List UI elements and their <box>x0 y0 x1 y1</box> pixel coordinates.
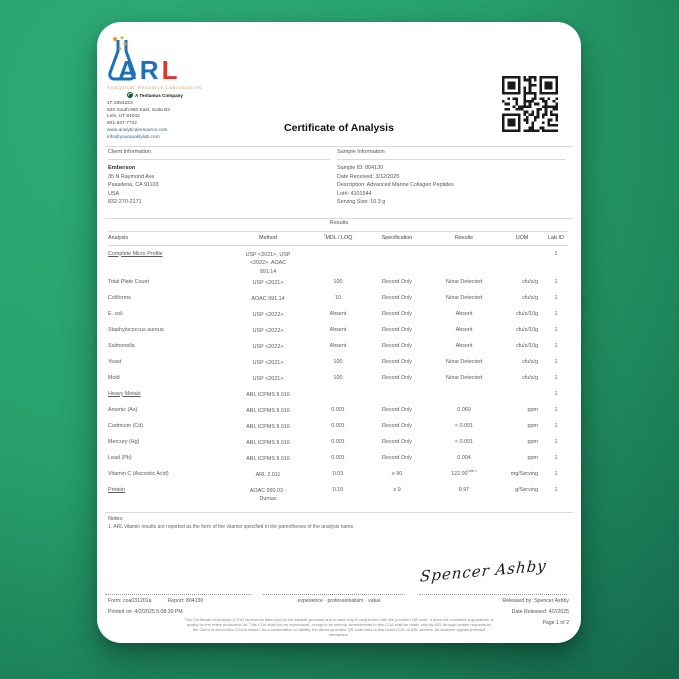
divider <box>105 218 573 219</box>
dotted-divider <box>105 594 251 595</box>
client-information-lines <box>108 164 330 207</box>
result-note-superscript: Note 1 <box>467 468 477 473</box>
brand-letter-a: A <box>118 55 140 85</box>
client-information-section <box>108 149 330 207</box>
cell-analysis: Total Plate Count <box>108 278 150 285</box>
cell-mdl-loq: Absent <box>329 310 347 317</box>
client-phone: 832-270-2171 <box>108 199 142 206</box>
cell-mdl-loq: 100 <box>333 358 343 365</box>
cell-analysis: Salmonella <box>108 342 135 349</box>
cell-lab-id: 1 <box>554 278 558 285</box>
brand-logo-text <box>118 57 180 83</box>
cell-method: USP <2022> <box>252 311 284 318</box>
table-row <box>108 356 568 372</box>
cell-mdl-loq: Absent <box>329 326 347 333</box>
cell-uom: cfu/s/g <box>522 358 538 365</box>
cell-analysis: Vitamin C (Ascorbic Acid) <box>108 470 169 477</box>
client-information-label: Client Information <box>108 149 330 160</box>
cell-specification: ≥ 90 <box>391 470 403 477</box>
contact-line: Lehi, UT 84043 <box>107 114 140 120</box>
cell-lab-id: 1 <box>554 470 558 477</box>
cell-lab-id: 1 <box>554 390 558 397</box>
table-row <box>108 340 568 356</box>
cell-specification: ≥ 9 <box>393 486 401 493</box>
cell-lab-id: 1 <box>554 310 558 317</box>
cell-method: USP <2021> <box>252 279 284 286</box>
results-section-label: Results <box>329 220 349 226</box>
client-address-line: Pasadena, CA 91103 <box>108 182 159 189</box>
cell-uom: cfu/s/g <box>522 294 538 301</box>
cell-mdl-loq: 10 <box>335 294 341 301</box>
results-rows <box>108 248 568 504</box>
table-row <box>108 436 568 452</box>
cell-result: None Detected <box>446 374 482 381</box>
sample-lot: Lot#: 4101544 <box>337 190 372 197</box>
cell-mdl-loq: 0.03 <box>332 470 344 477</box>
table-row <box>108 292 568 308</box>
sample-information-section <box>337 149 565 207</box>
cell-uom: cfu/s/10g <box>516 342 538 349</box>
cell-uom: ppm <box>527 438 538 445</box>
notes-label: Notes: <box>108 516 124 522</box>
table-row <box>108 484 568 504</box>
table-row <box>108 468 568 484</box>
cell-analysis: Yeast <box>108 358 122 365</box>
cell-lab-id: 1 <box>554 454 558 461</box>
cell-result: 0.004 <box>457 454 471 461</box>
cell-specification: Record Only <box>382 310 412 317</box>
sample-serving-size: Serving Size: 10.3 g <box>337 199 386 206</box>
cell-result: 9.97 <box>458 486 470 493</box>
sample-id: Sample ID: 804130 <box>337 165 384 171</box>
cell-lab-id: 1 <box>554 406 558 413</box>
cell-uom: cfu/s/10g <box>516 310 538 317</box>
contact-line: 47-2854223 <box>107 101 133 106</box>
page-number: Page 1 of 2 <box>542 620 569 626</box>
cell-method: USP <2021>, USP <2022>, AOAC 991.14 <box>245 251 291 275</box>
cell-mdl-loq: 0.001 <box>331 422 345 429</box>
table-row <box>108 452 568 468</box>
contact-line: 801-847-7722 <box>107 121 137 127</box>
cell-lab-id: 1 <box>554 294 558 301</box>
dotted-divider <box>263 594 405 595</box>
note-item: 1. ARL vitamin results are reported as the form of the vitamin specified in the parentheses of the analysis name. <box>108 523 355 530</box>
cell-specification: Record Only <box>382 454 412 461</box>
cell-analysis: Heavy Metals <box>108 390 141 397</box>
table-row <box>108 324 568 340</box>
cell-mdl-loq: 100 <box>333 278 343 285</box>
contact-line: 520 South 850 East, Suite B3 <box>107 107 170 113</box>
cell-method: USP <2021> <box>252 359 284 366</box>
column-header-method: Method <box>259 235 277 241</box>
cell-method: ARL ICPMS 8.016 <box>246 439 290 446</box>
cell-specification: Record Only <box>382 342 412 349</box>
column-header-specification: Specification <box>381 235 413 241</box>
tentamus-icon <box>127 92 133 99</box>
cell-uom: ppm <box>527 406 538 413</box>
column-header-lab-id: Lab ID <box>548 235 564 241</box>
cell-method: ARL ICPMS 8.016 <box>246 407 290 414</box>
cell-specification: Record Only <box>382 438 412 445</box>
form-number: Form: coa031201a <box>108 598 152 604</box>
cell-method: AOAC 990.03 - Dumas <box>249 487 287 502</box>
cell-uom: cfu/s/g <box>522 374 538 381</box>
client-name: Emberson <box>108 165 136 171</box>
client-address-line: USA <box>108 190 120 197</box>
cell-method: ARL 2.011 <box>255 471 281 478</box>
cell-analysis: Cadmium (Cd) <box>108 422 144 429</box>
cell-uom: cfu/s/10g <box>516 326 538 333</box>
cell-result: 0.069 <box>457 406 471 413</box>
cell-analysis: Complete Micro Profile <box>108 250 163 257</box>
cell-analysis: Staphylococcus aureus <box>108 326 164 333</box>
cell-mdl-loq: 100 <box>333 374 343 381</box>
cell-specification: Record Only <box>382 358 412 365</box>
cell-analysis: Mold <box>108 374 120 381</box>
table-row <box>108 388 568 404</box>
table-row <box>108 276 568 292</box>
cell-method: USP <2022> <box>252 327 284 334</box>
brand-letter-r: R <box>139 55 162 85</box>
cell-lab-id: 1 <box>554 326 558 333</box>
cell-result: Absent <box>455 342 473 349</box>
column-header-uom: UOM <box>515 235 529 241</box>
disclaimer-text: This Certificate of Analysis (COA) represents data only for the sample provided and is valid only in conjunction with the provided QR code. It does not constitute a guarantee of quality for the entire production lot. This COA shall not be reproduced, except in its entirety. Amendments to this COA shall be made only by ARL through written requests by the Client to whom this COA is issued. As a confirmation of validity, the above-provided QR code links to this exact COA on ARL servers. Its absence signals potential alterations. <box>184 617 494 637</box>
tentamus-label: A Tentamus Company <box>135 93 183 98</box>
table-row <box>108 308 568 324</box>
cell-mdl-loq: 0.001 <box>331 406 345 413</box>
table-row <box>108 404 568 420</box>
column-header-results: Results <box>455 235 473 241</box>
cell-analysis: Arsenic (As) <box>108 406 138 413</box>
results-table-header <box>108 231 568 246</box>
motto: experience · professionalism · value <box>297 598 381 604</box>
cell-result: < 0.001 <box>454 438 474 445</box>
cell-result: None Detected <box>446 278 482 285</box>
client-address-line: 35 N Raymond Ave <box>108 173 155 180</box>
cell-mdl-loq: Absent <box>329 342 347 349</box>
cell-lab-id: 1 <box>554 374 558 381</box>
cell-mdl-loq: 0.001 <box>331 438 345 445</box>
dagger-mark: † <box>323 233 326 238</box>
sample-description: Description: Advanced Marine Collagen Peptides <box>337 182 454 189</box>
cell-analysis: Lead (Pb) <box>108 454 132 461</box>
cell-uom: mg/Serving <box>510 470 538 477</box>
table-row <box>108 420 568 436</box>
column-header-mdl-loq-text: MDL / LOQ <box>325 235 353 241</box>
released-by: Released by: Spencer Ashby <box>502 598 569 604</box>
cell-result: Absent <box>455 310 473 317</box>
table-row <box>108 372 568 388</box>
cell-lab-id: 1 <box>554 486 558 493</box>
column-header-analysis: Analysis <box>108 235 129 241</box>
cell-analysis: Mercury (Hg) <box>108 438 140 445</box>
cell-result: Absent <box>455 326 473 333</box>
cell-result: $122.00^{Note 1}$ <box>451 468 477 477</box>
cell-lab-id: 1 <box>554 422 558 429</box>
date-released: Date Released: 4/2/2025 <box>511 609 569 615</box>
cell-mdl-loq: 0.001 <box>331 454 345 461</box>
cell-method: ARL ICPMS 8.016 <box>246 391 290 398</box>
cell-analysis: E. coli <box>108 310 123 317</box>
brand-letter-l: L <box>161 55 181 85</box>
sample-date-received: Date Received: 3/12/2025 <box>337 173 400 180</box>
cell-result: None Detected <box>446 358 482 365</box>
document-title: Certificate of Analysis <box>284 122 394 134</box>
cell-lab-id: 1 <box>554 250 558 257</box>
website-text: www.analyticalresource.com <box>107 127 168 133</box>
column-header-mdl-loq <box>310 235 366 241</box>
cell-method: ARL ICPMS 8.016 <box>246 455 290 462</box>
cell-lab-id: 1 <box>554 342 558 349</box>
divider <box>105 146 573 147</box>
cell-result: None Detected <box>446 294 482 301</box>
email-text: info@yourqualitylab.com <box>107 134 160 140</box>
signature: Spencer Ashby <box>419 556 548 586</box>
cell-uom: g/Serving <box>515 486 538 493</box>
cell-uom: ppm <box>527 454 538 461</box>
cell-specification: Record Only <box>382 422 412 429</box>
cell-specification: Record Only <box>382 406 412 413</box>
cell-uom: cfu/s/g <box>522 278 538 285</box>
cell-specification: Record Only <box>382 374 412 381</box>
divider <box>105 512 573 513</box>
report-number: Report: 804130 <box>167 598 204 604</box>
dotted-divider <box>419 594 567 595</box>
cell-specification: Record Only <box>382 326 412 333</box>
cell-method: USP <2021> <box>252 375 284 382</box>
cell-analysis: Protein <box>108 486 126 493</box>
cell-method: ARL ICPMS 8.016 <box>246 423 290 430</box>
sample-information-lines <box>337 164 565 207</box>
cell-result: < 0.001 <box>454 422 474 429</box>
sample-information-label: Sample Information <box>337 149 565 160</box>
cell-lab-id: 1 <box>554 438 558 445</box>
brand-tagline: Analytical Resource Laboratories <box>107 85 203 90</box>
cell-specification: Record Only <box>382 278 412 285</box>
printed-on: Printed on: 4/2/2025 5:08:30 PM <box>108 609 183 615</box>
cell-specification: Record Only <box>382 294 412 301</box>
cell-method: AOAC 991.14 <box>251 295 285 302</box>
cell-analysis: Coliforms <box>108 294 131 301</box>
table-row <box>108 248 568 276</box>
cell-method: USP <2022> <box>252 343 284 350</box>
certificate-document <box>97 22 581 643</box>
cell-lab-id: 1 <box>554 358 558 365</box>
cell-mdl-loq: 0.10 <box>332 486 344 493</box>
tentamus-line <box>127 92 183 99</box>
cell-uom: ppm <box>527 422 538 429</box>
